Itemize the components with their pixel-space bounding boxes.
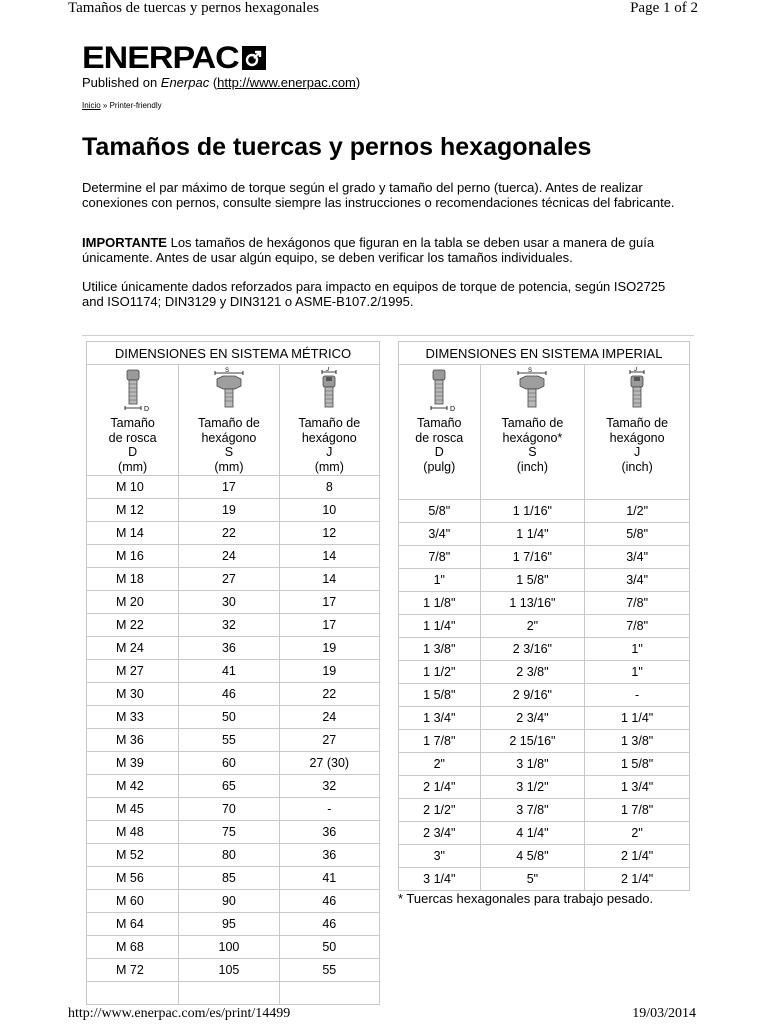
table-cell: M 60 — [87, 890, 179, 913]
table-cell: 55 — [279, 959, 379, 982]
table-cell — [179, 982, 279, 1005]
svg-text:S: S — [224, 368, 229, 374]
published-open: ( — [209, 75, 218, 90]
table-cell: 50 — [279, 936, 379, 959]
bolt-d-icon — [113, 367, 153, 413]
table-cell: M 39 — [87, 752, 179, 775]
table-cell: 36 — [179, 637, 279, 660]
table-cell: M 52 — [87, 844, 179, 867]
table-cell: 100 — [179, 936, 279, 959]
table-row — [399, 753, 690, 776]
table-row — [399, 615, 690, 638]
table-cell: 105 — [179, 959, 279, 982]
table-row — [87, 821, 380, 844]
table-cell: 24 — [179, 545, 279, 568]
table-cell: 3/4" — [585, 546, 690, 569]
table-cell: M 14 — [87, 522, 179, 545]
table-cell: 8 — [279, 476, 379, 499]
table-cell: 22 — [279, 683, 379, 706]
table-cell: 3 1/2" — [480, 776, 585, 799]
imperial-table-body — [399, 500, 690, 891]
imperial-header-line: hexágono — [609, 430, 665, 445]
table-row — [87, 568, 380, 591]
metric-header-line: Tamaño de — [198, 416, 260, 430]
imperial-header-line: de rosca — [415, 430, 464, 445]
table-cell: 1 3/4" — [399, 707, 481, 730]
metric-header-line: hexágono — [201, 430, 257, 445]
breadcrumb-separator: » — [100, 101, 110, 110]
metric-header-line: J — [326, 445, 333, 459]
table-row — [399, 799, 690, 822]
table-cell: M 45 — [87, 798, 179, 821]
table-cell: M 64 — [87, 913, 179, 936]
bolt-s-icon — [512, 367, 552, 413]
important-label: IMPORTANTE — [82, 235, 167, 250]
table-cell: 41 — [179, 660, 279, 683]
table-cell: 1 5/8" — [399, 684, 481, 707]
table-cell: 3/4" — [585, 569, 690, 592]
print-footer-date: 19/03/2014 — [632, 1006, 696, 1021]
breadcrumb — [82, 101, 162, 110]
table-row — [87, 844, 380, 867]
table-cell: 1 1/4" — [399, 615, 481, 638]
table-cell: 1 7/8" — [399, 730, 481, 753]
table-cell: M 27 — [87, 660, 179, 683]
table-row — [87, 867, 380, 890]
table-row — [87, 660, 380, 683]
table-row — [399, 661, 690, 684]
metric-header-line: D — [128, 445, 138, 459]
metric-header-line: Tamaño — [110, 416, 155, 430]
bolt-s-icon — [209, 367, 249, 413]
metric-header-line: (mm) — [314, 459, 344, 474]
table-cell: 14 — [279, 545, 379, 568]
imperial-header-cell — [480, 365, 585, 500]
table-cell: 41 — [279, 867, 379, 890]
table-cell: 2" — [480, 615, 585, 638]
published-url-link[interactable]: http://www.enerpac.com — [217, 75, 356, 90]
table-cell: 2 3/16" — [480, 638, 585, 661]
imperial-header-cell — [399, 365, 481, 500]
table-row — [399, 523, 690, 546]
metric-header-cell — [87, 365, 179, 476]
metric-table — [86, 341, 380, 1005]
table-cell: M 33 — [87, 706, 179, 729]
table-cell: 36 — [279, 821, 379, 844]
published-line — [82, 75, 360, 90]
table-cell: 1 1/16" — [480, 500, 585, 523]
table-row — [399, 684, 690, 707]
table-cell: 55 — [179, 729, 279, 752]
table-cell: M 22 — [87, 614, 179, 637]
table-cell — [279, 982, 379, 1005]
table-row — [399, 707, 690, 730]
imperial-header-line: Tamaño — [417, 416, 462, 430]
table-cell: 27 (30) — [279, 752, 379, 775]
table-cell: M 16 — [87, 545, 179, 568]
table-cell: 50 — [179, 706, 279, 729]
table-cell: 1 7/8" — [585, 799, 690, 822]
table-row — [399, 776, 690, 799]
table-row — [87, 591, 380, 614]
imperial-header-line: hexágono* — [502, 430, 563, 445]
table-cell: 4 1/4" — [480, 822, 585, 845]
print-header-page: Page 1 of 2 — [630, 0, 698, 16]
print-header — [0, 0, 768, 22]
table-row — [399, 868, 690, 891]
table-cell: 2 1/2" — [399, 799, 481, 822]
table-cell: 85 — [179, 867, 279, 890]
table-row — [87, 913, 380, 936]
imperial-header-line: J — [634, 445, 641, 459]
table-cell: 24 — [279, 706, 379, 729]
table-cell: 2 9/16" — [480, 684, 585, 707]
svg-text:D: D — [450, 406, 456, 413]
table-cell: 3" — [399, 845, 481, 868]
table-row — [399, 500, 690, 523]
table-cell: 70 — [179, 798, 279, 821]
table-cell: 19 — [279, 637, 379, 660]
table-cell: 95 — [179, 913, 279, 936]
table-cell: 75 — [179, 821, 279, 844]
table-row — [87, 798, 380, 821]
table-cell: M 36 — [87, 729, 179, 752]
table-cell: 36 — [279, 844, 379, 867]
table-cell: 2 1/4" — [399, 776, 481, 799]
table-cell: 1 5/8" — [585, 753, 690, 776]
table-cell: 17 — [179, 476, 279, 499]
bolt-d-icon — [419, 367, 459, 413]
table-cell: 5/8" — [399, 500, 481, 523]
table-row — [87, 936, 380, 959]
table-cell: 1" — [585, 661, 690, 684]
table-row — [87, 637, 380, 660]
table-cell: 3 7/8" — [480, 799, 585, 822]
table-cell: 46 — [279, 913, 379, 936]
table-cell: M 68 — [87, 936, 179, 959]
table-row — [87, 614, 380, 637]
table-cell: 1 3/8" — [399, 638, 481, 661]
imperial-header-line: Tamaño de — [606, 416, 669, 430]
table-cell: 27 — [279, 729, 379, 752]
impact-paragraph: Utilice únicamente dados reforzados para impacto en equipos de torque de potencia, según ISO2725 and ISO1174; DIN3129 y DIN3121 o ASME-B107.2/1995. — [82, 279, 666, 309]
table-cell: 1 3/8" — [585, 730, 690, 753]
page-title: Tamaños de tuercas y pernos hexagonales — [82, 133, 592, 161]
table-cell: 1 1/4" — [585, 707, 690, 730]
table-cell: 46 — [279, 890, 379, 913]
table-row — [399, 592, 690, 615]
table-cell: 1/2" — [585, 500, 690, 523]
table-cell: - — [585, 684, 690, 707]
imperial-caption: DIMENSIONES EN SISTEMA IMPERIAL — [399, 342, 690, 365]
metric-header-line: S — [224, 445, 234, 459]
table-row — [87, 545, 380, 568]
table-row — [399, 569, 690, 592]
imperial-header-cell — [585, 365, 690, 500]
svg-text:J: J — [634, 367, 638, 373]
table-cell: 7/8" — [585, 615, 690, 638]
imperial-header-line: (pulg) — [423, 459, 456, 474]
breadcrumb-home-link[interactable]: Inicio — [82, 101, 101, 110]
table-cell: 17 — [279, 614, 379, 637]
table-row — [87, 959, 380, 982]
svg-text:D: D — [143, 406, 149, 413]
table-cell: 1" — [585, 638, 690, 661]
imperial-header-line: (inch) — [516, 459, 549, 474]
svg-text:J: J — [326, 367, 330, 373]
table-cell: M 48 — [87, 821, 179, 844]
table-row — [399, 822, 690, 845]
table-cell: 1 5/8" — [480, 569, 585, 592]
logo-wordmark: ENERPAC — [82, 40, 239, 76]
imperial-header-line: Tamaño de — [501, 416, 564, 430]
table-cell: 19 — [179, 499, 279, 522]
imperial-header-line: D — [434, 445, 444, 459]
table-cell: M 18 — [87, 568, 179, 591]
table-row — [87, 752, 380, 775]
print-footer — [0, 1006, 768, 1024]
metric-header-cell — [279, 365, 379, 476]
table-row — [87, 729, 380, 752]
table-row — [399, 845, 690, 868]
imperial-header-line: (inch) — [621, 459, 653, 474]
table-row — [87, 982, 380, 1005]
table-cell: M 42 — [87, 775, 179, 798]
print-footer-url: http://www.enerpac.com/es/print/14499 — [68, 1006, 291, 1021]
metric-header-cell — [179, 365, 279, 476]
logo-arrow-icon — [242, 46, 266, 70]
table-cell: 65 — [179, 775, 279, 798]
table-cell: 19 — [279, 660, 379, 683]
breadcrumb-current: Printer-friendly — [109, 101, 162, 110]
enerpac-logo[interactable] — [82, 42, 266, 74]
table-row — [399, 638, 690, 661]
table-cell: 30 — [179, 591, 279, 614]
imperial-header-row — [399, 365, 690, 500]
published-close: ) — [355, 75, 361, 90]
table-cell: 22 — [179, 522, 279, 545]
table-cell: 80 — [179, 844, 279, 867]
table-cell: 4 5/8" — [480, 845, 585, 868]
imperial-header-line: S — [528, 445, 537, 459]
table-cell: 7/8" — [585, 592, 690, 615]
table-cell: 2 1/4" — [585, 845, 690, 868]
table-cell: 32 — [179, 614, 279, 637]
table-cell: 1 1/4" — [480, 523, 585, 546]
svg-text:S: S — [528, 368, 533, 374]
table-cell: 14 — [279, 568, 379, 591]
table-cell: M 20 — [87, 591, 179, 614]
table-cell: 5/8" — [585, 523, 690, 546]
table-cell: 10 — [279, 499, 379, 522]
table-cell: M 72 — [87, 959, 179, 982]
table-cell: M 56 — [87, 867, 179, 890]
imperial-footnote: * Tuercas hexagonales para trabajo pesado. — [398, 891, 654, 906]
metric-table-body — [87, 476, 380, 1005]
table-cell: 2" — [585, 822, 690, 845]
table-cell: 3 1/8" — [480, 753, 585, 776]
table-cell: 60 — [179, 752, 279, 775]
table-row — [399, 546, 690, 569]
table-cell: 90 — [179, 890, 279, 913]
table-row — [87, 476, 380, 499]
table-cell: 2 3/4" — [399, 822, 481, 845]
table-cell: 1" — [399, 569, 481, 592]
table-cell: 7/8" — [399, 546, 481, 569]
important-paragraph — [82, 236, 682, 265]
table-row — [87, 706, 380, 729]
metric-header-line: (mm) — [118, 459, 148, 474]
table-cell: 27 — [179, 568, 279, 591]
table-cell: 2" — [399, 753, 481, 776]
bolt-j-icon — [617, 367, 657, 413]
intro-paragraph: Determine el par máximo de torque según el grado y tamaño del perno (tuerca). Antes de realizar conexiones con pernos, consulte siempre las instrucciones o recomendaciones técnicas del fabricante. — [82, 180, 675, 210]
metric-header-line: (mm) — [214, 459, 244, 474]
published-site: Enerpac — [160, 75, 210, 90]
metric-header-line: de rosca — [108, 430, 157, 445]
table-cell: 1 7/16" — [480, 546, 585, 569]
metric-caption: DIMENSIONES EN SISTEMA MÉTRICO — [87, 342, 380, 365]
table-cell — [87, 982, 179, 1005]
table-cell: 3/4" — [399, 523, 481, 546]
table-row — [87, 775, 380, 798]
table-row — [87, 522, 380, 545]
important-text: Los tamaños de hexágonos que figuran en la tabla se deben usar a manera de guía únicamente. Antes de usar algún equipo, se deben verificar los tamaños individuales. — [82, 235, 655, 265]
table-cell: 1 1/2" — [399, 661, 481, 684]
table-cell: - — [279, 798, 379, 821]
table-cell: 5" — [480, 868, 585, 891]
table-cell: M 12 — [87, 499, 179, 522]
table-cell: 46 — [179, 683, 279, 706]
imperial-table — [398, 341, 690, 891]
table-row — [87, 890, 380, 913]
table-cell: 1 13/16" — [480, 592, 585, 615]
table-cell: M 10 — [87, 476, 179, 499]
bolt-j-icon — [309, 367, 349, 413]
metric-header-row — [87, 365, 380, 476]
published-prefix: Published on — [82, 75, 161, 90]
table-cell: 12 — [279, 522, 379, 545]
table-cell: M 24 — [87, 637, 179, 660]
metric-header-line: hexágono — [301, 430, 357, 445]
table-cell: 3 1/4" — [399, 868, 481, 891]
table-cell: 2 3/8" — [480, 661, 585, 684]
table-cell: 2 1/4" — [585, 868, 690, 891]
table-cell: 1 1/8" — [399, 592, 481, 615]
table-cell: 32 — [279, 775, 379, 798]
table-cell: M 30 — [87, 683, 179, 706]
table-row — [399, 730, 690, 753]
metric-header-line: Tamaño de — [298, 416, 361, 430]
table-row — [87, 499, 380, 522]
table-cell: 2 3/4" — [480, 707, 585, 730]
section-divider — [82, 335, 694, 336]
table-row — [87, 683, 380, 706]
table-cell: 2 15/16" — [480, 730, 585, 753]
table-cell: 17 — [279, 591, 379, 614]
print-header-title: Tamaños de tuercas y pernos hexagonales — [68, 0, 319, 16]
table-cell: 1 3/4" — [585, 776, 690, 799]
